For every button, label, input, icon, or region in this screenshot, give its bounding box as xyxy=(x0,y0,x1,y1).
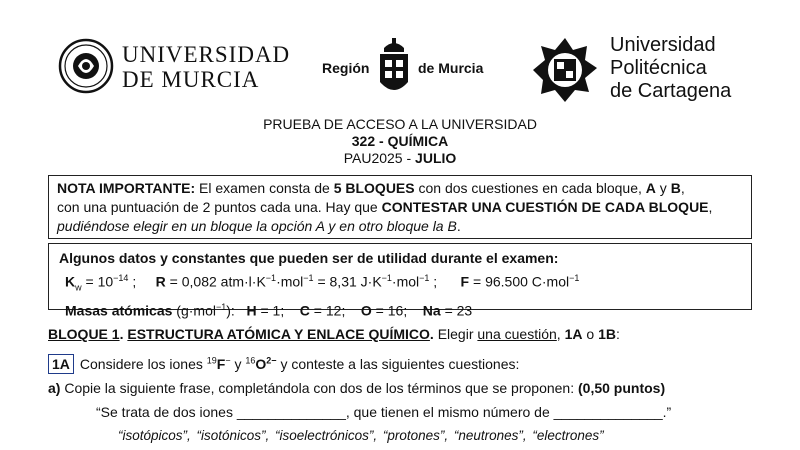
ion1-symbol: F xyxy=(216,356,226,372)
ion2-mass: 16 xyxy=(245,355,256,366)
kw-sub: w xyxy=(75,282,82,293)
h-value: = 1; xyxy=(256,303,285,320)
h-label: H xyxy=(246,303,257,320)
kw-exp: −14 xyxy=(113,273,129,283)
na-label: Na xyxy=(422,303,441,320)
note-text-5: con una puntuación de 2 puntos cada una. Hay que xyxy=(57,199,382,215)
r-value-3: = 8,31 J·K xyxy=(313,273,382,290)
region-murcia-logo xyxy=(320,38,490,104)
um-seal-icon xyxy=(58,38,114,94)
um-name-line2: DE MURCIA xyxy=(122,67,260,92)
q1a-text-3: y conteste a las siguientes cuestiones: xyxy=(276,356,520,372)
question-tag-1a: 1A xyxy=(48,354,74,374)
o-value: = 16; xyxy=(371,303,408,320)
important-note-box xyxy=(48,175,752,239)
r-value-2: ·mol xyxy=(276,273,304,290)
r-exp-3: −1 xyxy=(381,273,392,283)
proposed-terms: “isotópicos”, “isotónicos”, “isoelectrónicos”, “protones”, “neutrones”, “electrones” xyxy=(118,428,604,443)
r-label: R xyxy=(155,273,166,290)
masses-exp: −1 xyxy=(215,302,227,313)
constants-box xyxy=(48,243,752,320)
region-label-left: Región xyxy=(322,60,370,76)
f-exp: −1 xyxy=(569,273,580,283)
ion1-charge: − xyxy=(225,355,231,366)
upct-emblem-icon xyxy=(532,37,598,103)
block1-title: ESTRUCTURA ATÓMICA Y ENLACE QUÍMICO xyxy=(127,326,430,342)
r-value-4: ·mol xyxy=(391,273,420,290)
ion2-charge: 2− xyxy=(266,355,277,366)
q1a-text-1: Considere los iones xyxy=(79,356,207,372)
constants-row xyxy=(59,268,741,297)
part-a-text: Copie la siguiente frase, completándola con dos de los términos que se proponen: xyxy=(60,380,578,396)
r-exp-4: −1 xyxy=(419,273,430,283)
note-label: NOTA IMPORTANTE: xyxy=(57,180,196,196)
note-text-7: . xyxy=(456,218,461,234)
ion1-mass: 19 xyxy=(206,355,217,366)
title-year: PAU2025 - xyxy=(343,150,416,166)
kw-value: = 10 xyxy=(81,273,114,290)
constants-heading: Algunos datos y constantes que pueden ser de utilidad durante el examen: xyxy=(59,250,559,266)
f-value: = 96.500 C·mol xyxy=(469,273,570,290)
masses-label: Masas atómicas xyxy=(65,303,173,320)
block1-option-b: 1B xyxy=(598,326,616,342)
question-1a xyxy=(48,354,519,374)
na-value: = 23 xyxy=(440,303,473,320)
note-italic: pudiéndose elegir en un bloque la opción A y en otro bloque la B xyxy=(57,218,457,234)
region-label-right: de Murcia xyxy=(418,60,484,76)
masses-row xyxy=(59,297,741,321)
note-text-2: con dos cuestiones en cada bloque, xyxy=(414,180,646,196)
block1-label: BLOQUE 1 xyxy=(48,326,120,342)
upct-logo xyxy=(532,34,762,106)
note-bold-3: B xyxy=(670,180,681,196)
block1-dot2: . xyxy=(429,326,434,342)
title-line2: 322 - QUÍMICA xyxy=(351,133,449,149)
fill-in-phrase: “Se trata de dos iones ______________, que tienen el mismo número de ______________.” xyxy=(96,404,672,420)
masses-unit: (g·mol xyxy=(172,303,216,320)
note-bold-2: A xyxy=(645,180,656,196)
um-name-line1: UNIVERSIDAD xyxy=(122,42,291,67)
note-bold-4: CONTESTAR UNA CUESTIÓN DE CADA BLOQUE xyxy=(381,199,709,215)
exam-title xyxy=(0,116,800,167)
title-line3 xyxy=(0,150,800,167)
part-a-points: (0,50 puntos) xyxy=(578,380,666,396)
masses-close: ): xyxy=(226,303,235,320)
block1-instr-3: o xyxy=(582,326,599,342)
title-line1: PRUEBA DE ACCESO A LA UNIVERSIDAD xyxy=(263,116,537,132)
murcia-crest-icon xyxy=(376,38,412,100)
question-1a-part-a xyxy=(48,380,665,396)
block1-instr-2: , xyxy=(556,326,565,342)
note-text-4: , xyxy=(680,180,685,196)
block1-instr-1: Elegir xyxy=(433,326,478,342)
sep-2: ; xyxy=(429,273,438,290)
part-a-label: a) xyxy=(48,380,61,396)
r-exp-2: −1 xyxy=(303,273,314,283)
note-text-3: y xyxy=(655,180,671,196)
upct-name-line2: Politécnica xyxy=(610,57,707,79)
upct-name-line1: Universidad xyxy=(610,34,716,56)
block1-option-a: 1A xyxy=(564,326,583,342)
note-bold-1: 5 BLOQUES xyxy=(333,180,415,196)
block1-heading xyxy=(48,326,620,342)
c-value: = 12; xyxy=(309,303,346,320)
f-label: F xyxy=(460,273,470,290)
c-label: C xyxy=(299,303,310,320)
r-value-1: = 0,082 atm·l·K xyxy=(165,273,266,290)
title-month: JULIO xyxy=(415,150,457,166)
kw-label: K xyxy=(65,273,76,290)
o-label: O xyxy=(360,303,372,320)
block1-instr-underlined: una cuestión xyxy=(477,326,557,342)
ion2-symbol: O xyxy=(255,356,267,372)
block1-dot: . xyxy=(119,326,128,342)
um-logo xyxy=(58,36,291,96)
note-text-6: , xyxy=(708,199,713,215)
r-exp-1: −1 xyxy=(265,273,277,283)
note-text-1: El examen consta de xyxy=(195,180,334,196)
q1a-text-2: y xyxy=(230,356,246,372)
block1-instr-4: : xyxy=(615,326,620,342)
upct-name-line3: de Cartagena xyxy=(610,80,732,102)
sep-1: ; xyxy=(128,273,137,290)
